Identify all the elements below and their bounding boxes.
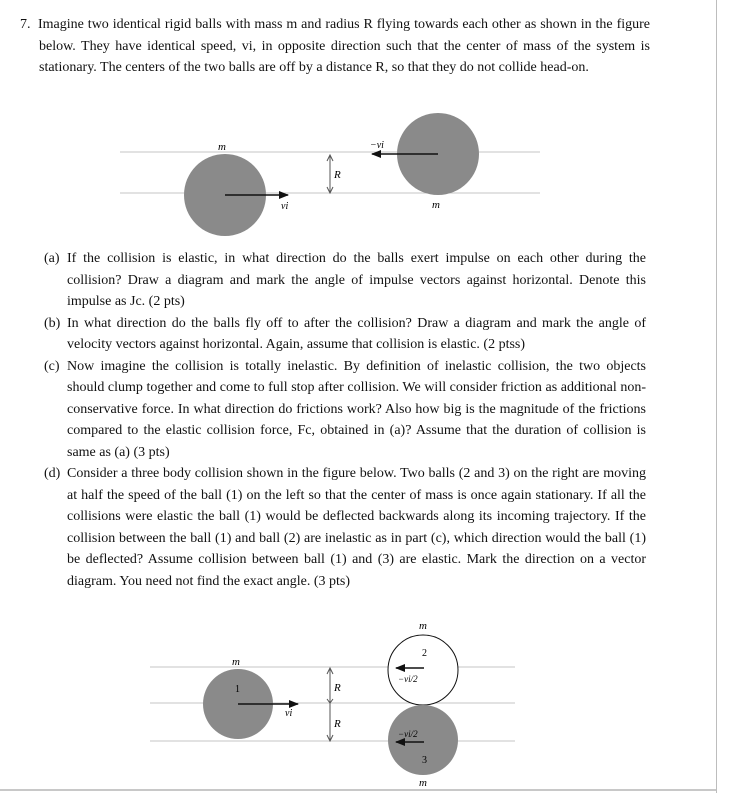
sub-question-c: [44, 356, 646, 464]
ball-2: [388, 635, 458, 705]
sub-question-label: (a): [44, 251, 60, 266]
mass-label-left: m: [218, 141, 226, 153]
velocity-label-right: −vi: [370, 140, 384, 151]
velocity-label-ball-2: −vi/2: [398, 674, 418, 684]
sub-question-text: If the collision is elastic, in what direction do the balls exert impulse on each other during the collision? Draw a diagram and mark the angle of impulse vectors against horizontal. Denote this impulse as Jc. (2 pts): [67, 251, 646, 309]
page-edge: [716, 0, 717, 793]
mass-label-right: m: [432, 199, 440, 211]
figure-three-ball-collision: [0, 615, 560, 790]
figure-two-ball-collision: [0, 120, 560, 240]
offset-label: R: [334, 169, 341, 181]
sub-question-label: (d): [44, 466, 61, 481]
mass-label-ball-1: m: [232, 656, 240, 668]
mass-label-ball-2: m: [419, 620, 427, 632]
question-intro-block: [39, 14, 650, 79]
sub-question-text: Consider a three body collision shown in the figure below. Two balls (2 and 3) on the right are moving at half the speed of the ball (1) on the left so that the center of mass is once again stationary. If all the collisions were elastic the ball (1) would be deflected backwards along its incoming trajectory. If the collision between the ball (1) and ball (2) are inelastic as in part (c), which direction would the ball (1) be deflected? Assume collision between ball (1) and (3) are elastic. Mark the direction on a vector diagram. You need not find the exact angle. (3 pts): [67, 466, 646, 589]
sub-question-text: Now imagine the collision is totally inelastic. By definition of inelastic collision, the two objects should clump together and come to full stop after collision. We will consider friction as additional non-conservative force. In what direction do frictions work? Also how big is the magnitude of the frictions compared to the elastic collision force, Fc, obtained in (a)? Assume that the duration of collision is same as (a) (3 pts): [67, 358, 646, 460]
sub-question-label: (c): [44, 358, 60, 374]
sub-question-d: [44, 463, 646, 592]
ball-1-number: 1: [235, 684, 240, 695]
offset-label-lower: R: [334, 718, 341, 730]
question-7: [20, 14, 650, 79]
ball-2-number: 2: [422, 648, 427, 659]
mass-label-ball-3: m: [419, 777, 427, 789]
question-intro: Imagine two identical rigid balls with mass m and radius R flying towards each other as shown in the figure below. They have identical speed, vi, in opposite direction such that the center of mass of the system is stationary. The centers of the two balls are off by a distance R, so that they do not collide head-on.: [38, 17, 650, 75]
sub-question-b: [44, 313, 646, 356]
sub-questions: [44, 248, 646, 592]
question-number: 7.: [20, 17, 31, 32]
ball-3-number: 3: [422, 755, 427, 766]
sub-question-label: (b): [44, 315, 61, 331]
velocity-label-ball-3: −vi/2: [398, 729, 418, 739]
velocity-label-left: vi: [281, 201, 289, 212]
offset-label-upper: R: [334, 682, 341, 694]
sub-question-text: In what direction do the balls fly off to after the collision? Draw a diagram and mark the angle of velocity vectors against horizontal. Again, assume that collision is elastic. (2 ptss): [67, 315, 646, 352]
sub-question-a: [44, 248, 646, 313]
velocity-label-ball-1: vi: [285, 708, 293, 719]
